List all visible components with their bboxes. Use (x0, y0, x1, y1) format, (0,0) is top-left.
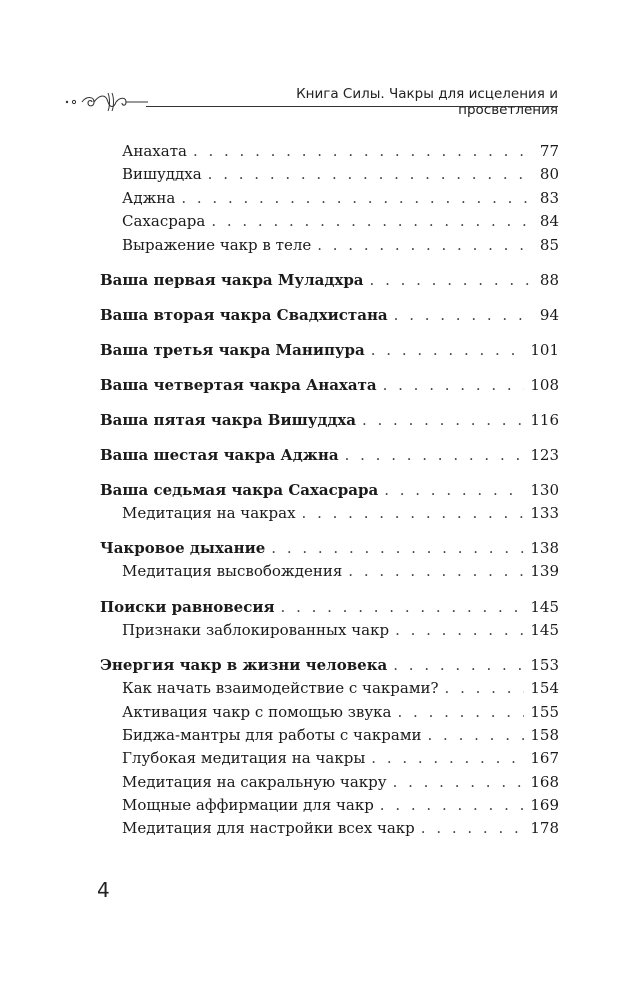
toc-entry-page: 77 (539, 142, 559, 160)
toc-entry-label: Биджа-мантры для работы с чакрами (122, 725, 422, 744)
toc-entry-page: 154 (530, 679, 559, 698)
toc-entry-page: 123 (530, 445, 559, 464)
toc-entry-label: Медитация на чакрах (122, 503, 296, 522)
swirl-ornament-icon (64, 88, 150, 114)
table-of-contents (100, 140, 559, 841)
toc-section-entry (100, 163, 559, 186)
toc-entry-page: 145 (530, 620, 559, 639)
toc-chapter-entry (100, 596, 559, 619)
dot-leader (371, 747, 524, 770)
toc-section-entry (100, 210, 559, 233)
toc-section-entry (100, 817, 559, 840)
toc-entry-label: Анахата (122, 142, 187, 160)
dot-leader (384, 479, 524, 502)
toc-chapter-entry (100, 269, 559, 292)
dot-leader (383, 374, 525, 397)
dot-leader (345, 444, 525, 467)
toc-entry-label: Ваша третья чакра Манипура (100, 340, 365, 359)
dot-leader (281, 596, 525, 619)
toc-entry-label: Аджна (122, 188, 176, 207)
toc-entry-page: 178 (530, 819, 559, 838)
toc-entry-label: Активация чакр с помощью звука (122, 702, 392, 721)
toc-entry-label: Признаки заблокированных чакр (122, 620, 390, 639)
toc-entry-label: Поиски равновесия (100, 597, 275, 616)
dot-leader (211, 210, 529, 233)
dot-leader (193, 140, 529, 163)
toc-entry-label: Выражение чакр в теле (122, 235, 312, 254)
running-title: Книга Силы. Чакры для исцеления и просветления (296, 86, 558, 118)
toc-section-entry (100, 747, 559, 770)
toc-section-entry (100, 724, 559, 747)
toc-entry-page: 138 (530, 539, 559, 558)
toc-chapter-entry (100, 444, 559, 467)
toc-entry-label: Вишуддха (122, 165, 202, 184)
toc-entry-page: 83 (539, 188, 559, 207)
toc-chapter-entry (100, 304, 559, 327)
toc-entry-page: 130 (530, 480, 559, 499)
toc-chapter-entry (100, 537, 559, 560)
dot-leader (393, 654, 524, 677)
toc-section-entry (100, 234, 559, 257)
toc-entry-label: Энергия чакр в жизни человека (100, 656, 388, 675)
toc-entry-label: Медитация для настройки всех чакр (122, 819, 415, 838)
toc-entry-label: Ваша шестая чакра Аджна (100, 445, 339, 464)
dot-leader (348, 560, 524, 583)
dot-leader (380, 794, 525, 817)
dot-leader (317, 234, 529, 257)
toc-entry-page: 167 (530, 749, 559, 768)
header-rule (146, 106, 558, 107)
toc-entry-label: Ваша первая чакра Муладхра (100, 270, 364, 289)
toc-entry-page: 168 (530, 772, 559, 791)
toc-entry-label: Мощные аффирмации для чакр (122, 796, 374, 815)
toc-chapter-entry (100, 479, 559, 502)
toc-section-entry (100, 701, 559, 724)
toc-section-entry (100, 502, 559, 525)
toc-section-entry (100, 187, 559, 210)
dot-leader (428, 724, 525, 747)
toc-section-entry (100, 771, 559, 794)
toc-entry-page: 153 (530, 656, 559, 675)
page-number: 4 (97, 878, 110, 902)
toc-entry-page: 116 (530, 410, 559, 429)
dot-leader (395, 619, 524, 642)
toc-chapter-entry (100, 339, 559, 362)
dot-leader (398, 701, 525, 724)
toc-entry-page: 80 (539, 165, 559, 184)
toc-section-entry (100, 560, 559, 583)
dot-leader (208, 163, 529, 186)
dot-leader (302, 502, 525, 525)
dot-leader (394, 304, 529, 327)
toc-entry-page: 88 (539, 270, 559, 289)
toc-entry-page: 158 (530, 725, 559, 744)
toc-entry-label: Ваша пятая чакра Вишуддха (100, 410, 356, 429)
toc-entry-page: 101 (530, 340, 559, 359)
toc-entry-label: Глубокая медитация на чакры (122, 749, 366, 768)
toc-entry-page: 155 (530, 702, 559, 721)
toc-entry-label: Ваша вторая чакра Свадхистана (100, 305, 388, 324)
toc-entry-page: 94 (539, 305, 559, 324)
dot-leader (181, 187, 529, 210)
toc-chapter-entry (100, 654, 559, 677)
dot-leader (445, 677, 525, 700)
toc-chapter-entry (100, 409, 559, 432)
dot-leader (271, 537, 524, 560)
toc-section-entry (100, 677, 559, 700)
toc-section-entry (100, 619, 559, 642)
dot-leader (371, 339, 525, 362)
toc-chapter-entry (100, 374, 559, 397)
dot-leader (421, 817, 525, 840)
toc-entry-page: 133 (530, 503, 559, 522)
toc-section-entry (100, 794, 559, 817)
dot-leader (362, 409, 524, 432)
toc-entry-page: 108 (530, 375, 559, 394)
toc-entry-page: 84 (539, 212, 559, 231)
toc-entry-label: Чакровое дыхание (100, 539, 266, 558)
toc-entry-page: 169 (530, 796, 559, 815)
dot-leader (393, 771, 525, 794)
toc-entry-label: Медитация на сакральную чакру (122, 772, 387, 791)
toc-entry-page: 85 (539, 235, 559, 254)
toc-entry-label: Сахасрара (122, 212, 206, 231)
toc-entry-label: Медитация высвобождения (122, 562, 343, 581)
toc-section-entry (100, 140, 559, 163)
toc-entry-page: 139 (530, 562, 559, 581)
toc-entry-label: Как начать взаимодействие с чакрами? (122, 679, 439, 698)
toc-entry-label: Ваша четвертая чакра Анахата (100, 375, 377, 394)
toc-entry-label: Ваша седьмая чакра Сахасрара (100, 480, 379, 499)
toc-entry-page: 145 (530, 597, 559, 616)
dot-leader (370, 269, 529, 292)
